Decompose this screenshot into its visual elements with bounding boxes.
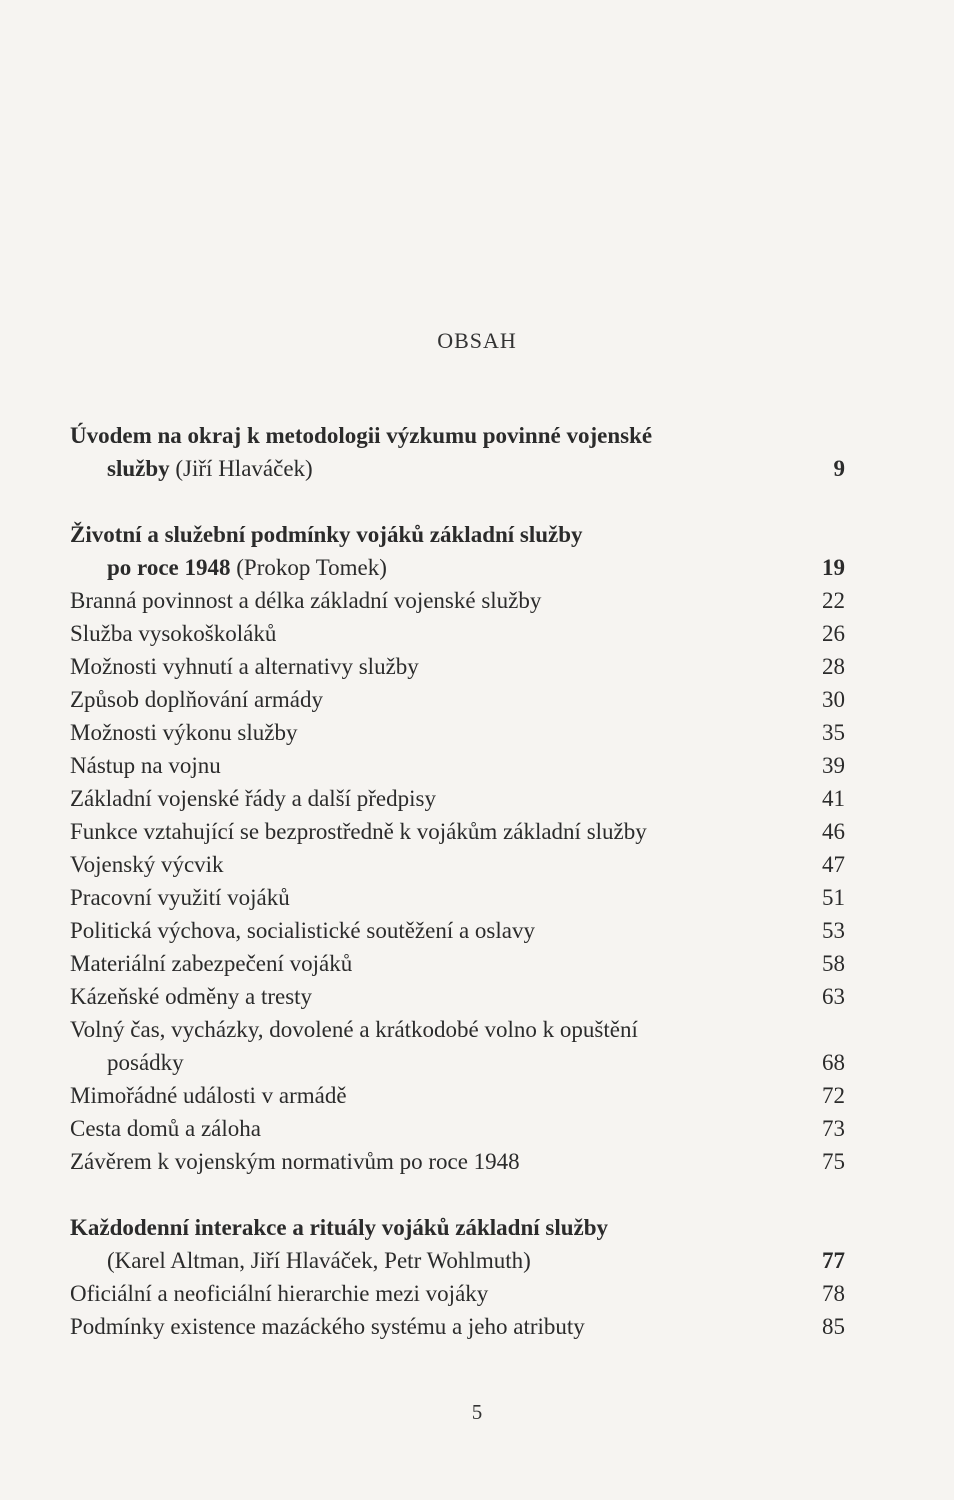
toc-entry — [70, 848, 845, 881]
toc-entry — [70, 749, 845, 782]
toc-entry-title: Způsob doplňování armády — [70, 687, 323, 712]
toc-entry-page: 53 — [822, 918, 845, 943]
toc-entry-page: 26 — [822, 621, 845, 646]
toc-entry — [70, 881, 845, 914]
toc-entry-author: (Prokop Tomek) — [236, 555, 387, 580]
toc-entry-title: Možnosti výkonu služby — [70, 720, 298, 745]
toc-entry-title: Pracovní využití vojáků — [70, 885, 290, 910]
toc-entry — [70, 914, 845, 947]
toc-entry-title: Cesta domů a záloha — [70, 1116, 261, 1141]
toc-entry-title: Oficiální a neoficiální hierarchie mezi vojáky — [70, 1281, 489, 1306]
toc-entry — [70, 617, 845, 650]
toc-entry-title: Materiální zabezpečení vojáků — [70, 951, 353, 976]
toc-entry-title-part: po roce 1948 — [107, 555, 231, 580]
toc-entry — [70, 683, 845, 716]
toc-entry-page: 22 — [822, 588, 845, 613]
toc-entry-title: Základní vojenské řády a další předpisy — [70, 786, 436, 811]
toc-entry — [70, 1013, 845, 1046]
toc-entry-page: 78 — [822, 1281, 845, 1306]
toc-entry — [70, 1211, 845, 1244]
toc-entry — [70, 1112, 845, 1145]
toc-entry-title: Funkce vztahující se bezprostředně k vojákům základní služby — [70, 819, 647, 844]
toc-entry-title: Životní a služební podmínky vojáků základní služby — [70, 522, 583, 547]
toc-entry-page: 47 — [822, 852, 845, 877]
toc-entry-title: Úvodem na okraj k metodologii výzkumu povinné vojenské — [70, 423, 653, 448]
toc-entry-title: posádky — [107, 1050, 184, 1075]
toc-entry-page: 9 — [833, 456, 845, 481]
toc-entry-page: 35 — [822, 720, 845, 745]
toc-entry — [70, 1079, 845, 1112]
toc-entry — [70, 782, 845, 815]
toc-entry-title: Vojenský výcvik — [70, 852, 224, 877]
toc-entry-title: Každodenní interakce a rituály vojáků základní služby — [70, 1215, 609, 1240]
toc-entry-page: 72 — [822, 1083, 845, 1108]
toc-entry — [70, 1145, 845, 1178]
toc-entry-page: 39 — [822, 753, 845, 778]
toc-entry-author: (Karel Altman, Jiří Hlaváček, Petr Wohlmuth) — [107, 1248, 531, 1273]
toc-entry-title: Volný čas, vycházky, dovolené a krátkodobé volno k opuštění — [70, 1017, 638, 1042]
toc-entry-title: Politická výchova, socialistické soutěžení a oslavy — [70, 918, 535, 943]
toc-entry — [70, 980, 845, 1013]
toc-entry-page: 68 — [822, 1050, 845, 1075]
toc-entry-page: 75 — [822, 1149, 845, 1174]
toc-entry-page: 41 — [822, 786, 845, 811]
toc-entry — [70, 584, 845, 617]
toc-entry-title: Závěrem k vojenským normativům po roce 1948 — [70, 1149, 520, 1174]
toc-entry — [70, 551, 845, 584]
toc-entry-title — [107, 551, 387, 584]
page-title: OBSAH — [437, 328, 517, 353]
toc-entry — [70, 650, 845, 683]
toc-entry-title: Kázeňské odměny a tresty — [70, 984, 313, 1009]
toc-entry-page: 63 — [822, 984, 845, 1009]
toc-entry-page: 46 — [822, 819, 845, 844]
toc-entry-title: Nástup na vojnu — [70, 753, 221, 778]
toc-entry-page: 77 — [822, 1248, 845, 1273]
toc-entry — [70, 716, 845, 749]
toc-entry — [70, 452, 845, 485]
toc-entry-title: Podmínky existence mazáckého systému a jeho atributy — [70, 1314, 585, 1339]
toc-entry-page: 28 — [822, 654, 845, 679]
toc-entry — [70, 419, 845, 452]
page-number: 5 — [471, 1400, 483, 1424]
toc-entry — [70, 947, 845, 980]
toc-entry-title: Služba vysokoškoláků — [70, 621, 277, 646]
toc-entry-page: 73 — [822, 1116, 845, 1141]
toc-entry — [70, 1046, 845, 1079]
toc-entry-page: 19 — [822, 555, 845, 580]
toc-entry-title: Možnosti vyhnutí a alternativy služby — [70, 654, 419, 679]
toc-entry-title-part: služby — [107, 456, 170, 481]
toc-entry-title — [107, 452, 313, 485]
toc-entry-title — [107, 1244, 531, 1277]
toc-entry-page: 51 — [822, 885, 845, 910]
toc-entry — [70, 518, 845, 551]
toc-entry-title: Mimořádné události v armádě — [70, 1083, 347, 1108]
toc-entry — [70, 1277, 845, 1310]
toc-entry — [70, 815, 845, 848]
toc-entry-page: 30 — [822, 687, 845, 712]
toc-entry-author: (Jiří Hlaváček) — [175, 456, 313, 481]
toc-entry-page: 85 — [822, 1314, 845, 1339]
toc-entry — [70, 1244, 845, 1277]
toc-entry-title: Branná povinnost a délka základní vojenské služby — [70, 588, 542, 613]
toc-entry-page: 58 — [822, 951, 845, 976]
toc-entry — [70, 1310, 845, 1343]
